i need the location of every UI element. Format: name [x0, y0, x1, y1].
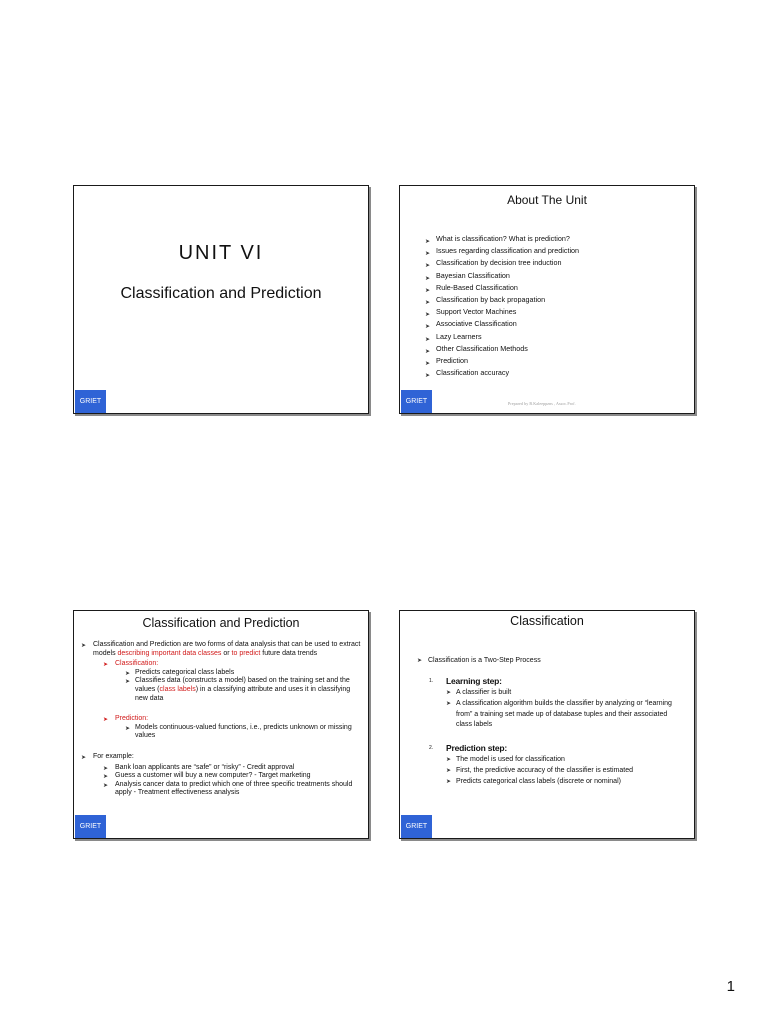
bullet-arrow-icon: ➤ — [425, 251, 431, 258]
example-section — [81, 753, 361, 798]
classification-label: Classification: — [115, 660, 159, 668]
list-item-text: Classification accuracy — [436, 368, 510, 378]
list-item — [425, 367, 685, 379]
intro-text-2: or — [221, 649, 232, 657]
preparer-footer: Prepared by B.Kaleeppzns , Assoc.Prof. — [508, 401, 576, 406]
list-item — [425, 343, 685, 355]
bullet-arrow-icon: ➤ — [103, 717, 109, 724]
bullet-arrow-icon: ➤ — [425, 287, 431, 294]
bullet-arrow-icon: ➤ — [103, 774, 109, 781]
list-item-text: A classification algorithm builds the classifier by analyzing or “learning from” a training set made up of database tuples and their associated class labels — [456, 699, 672, 729]
list-item-text: Analysis cancer data to predict which one of three specific treatments should apply - Treatment effectiveness analysis — [115, 780, 353, 797]
prediction-points — [125, 724, 361, 741]
slide-body — [81, 641, 361, 798]
highlight-text: to predict — [231, 649, 261, 657]
list-item — [425, 270, 685, 282]
list-item-text: Lazy Learners — [436, 331, 482, 341]
list-item — [425, 233, 685, 245]
list-item-text: Other Classification Methods — [436, 343, 528, 353]
list-item-text: Classifies data (constructs a model) based on the training set and the values ( — [135, 677, 350, 693]
bullet-arrow-icon: ➤ — [103, 662, 109, 669]
list-item — [425, 355, 685, 367]
bullet-arrow-icon: ➤ — [425, 300, 431, 307]
slide-title: Classification and Prediction — [142, 616, 300, 630]
list-item — [425, 282, 685, 294]
step-title: Learning step: — [446, 676, 502, 686]
list-item — [425, 245, 685, 257]
classification-definition — [103, 660, 361, 703]
bullet-arrow-icon: ➤ — [446, 778, 452, 785]
list-item — [425, 318, 685, 330]
example-list — [93, 764, 361, 798]
bullet-arrow-icon: ➤ — [103, 765, 109, 772]
bullet-arrow-icon: ➤ — [81, 754, 87, 761]
list-item — [417, 655, 687, 666]
slide-title: About The Unit — [507, 193, 587, 207]
bullet-arrow-icon: ➤ — [425, 239, 431, 245]
list-item-text: Classification by decision tree induction — [436, 258, 562, 268]
bullet-arrow-icon: ➤ — [125, 670, 131, 677]
highlight-text: describing important data classes — [117, 649, 222, 657]
bullet-arrow-icon: ➤ — [425, 324, 431, 331]
step-title: Prediction step: — [446, 743, 508, 753]
step-number: 1. — [429, 678, 434, 684]
slide-title: Classification — [510, 614, 584, 628]
list-item-text: ) in a classifying attribute and uses it in classifying new data — [135, 685, 351, 702]
step-points — [446, 688, 676, 731]
list-item — [446, 688, 676, 699]
slide-classification — [399, 610, 695, 839]
list-item — [446, 699, 676, 731]
list-item — [425, 331, 685, 343]
list-item-text: Classification is a Two-Step Process — [428, 657, 541, 664]
slide-about-unit — [399, 185, 695, 414]
bullet-arrow-icon: ➤ — [446, 767, 452, 774]
list-item — [103, 764, 361, 773]
list-item-text: Rule-Based Classification — [436, 282, 518, 292]
list-item-text: Bayesian Classification — [436, 270, 510, 280]
list-item — [103, 781, 361, 798]
classification-points — [125, 669, 361, 703]
bullet-arrow-icon: ➤ — [103, 782, 109, 789]
bullet-arrow-icon: ➤ — [125, 679, 131, 686]
bullet-arrow-icon: ➤ — [425, 361, 431, 368]
definition-list — [93, 660, 361, 741]
step-number: 2. — [429, 745, 434, 751]
list-item-text: First, the predictive accuracy of the classifier is estimated — [456, 766, 634, 774]
bullet-arrow-icon: ➤ — [425, 373, 431, 380]
list-item-text: A classifier is built — [456, 689, 512, 696]
list-item-text: The model is used for classification — [456, 756, 565, 763]
intro-text-3: future data trends — [260, 649, 318, 657]
bullet-arrow-icon: ➤ — [446, 757, 452, 763]
list-item-text: Issues regarding classification and prediction — [436, 246, 580, 256]
list-item — [125, 669, 361, 678]
bullet-arrow-icon: ➤ — [446, 700, 452, 707]
bullet-arrow-icon: ➤ — [425, 263, 431, 270]
unit-title: UNIT VI — [178, 242, 264, 264]
griet-badge: GRIET — [401, 815, 432, 838]
list-item — [125, 724, 361, 741]
list-item — [446, 755, 676, 766]
slide-title-unit — [73, 185, 369, 414]
bullet-arrow-icon: ➤ — [425, 348, 431, 355]
unit-subtitle: Classification and Prediction — [120, 285, 322, 302]
list-item-text: What is classification? What is prediction? — [436, 234, 570, 243]
list-item-text: Associative Classification — [436, 319, 517, 329]
list-item-text: Models continuous-valued functions, i.e., predicts unknown or missing values — [135, 723, 352, 740]
prediction-label: Prediction: — [115, 715, 149, 723]
intro-text-1: Classification and Prediction are two forms of data analysis that can be used to extract models — [93, 641, 361, 657]
bullet-arrow-icon: ➤ — [425, 275, 431, 282]
list-item-text: Bank loan applicants are “safe” or “risky” - Credit approval — [115, 763, 295, 771]
bullet-arrow-icon: ➤ — [446, 690, 452, 696]
list-item — [446, 777, 676, 788]
bullet-arrow-icon: ➤ — [125, 725, 131, 732]
list-item — [103, 772, 361, 781]
step-points — [446, 755, 676, 787]
highlight-text: class labels — [159, 685, 196, 693]
list-item-text: Predicts categorical class labels (discrete or nominal) — [456, 777, 621, 785]
intro-paragraph — [81, 641, 361, 741]
list-item-text: Prediction — [436, 356, 468, 366]
bullet-arrow-icon: ➤ — [81, 643, 87, 649]
list-item — [125, 677, 361, 703]
griet-badge: GRIET — [75, 815, 106, 838]
griet-badge: GRIET — [75, 390, 106, 413]
bullet-arrow-icon: ➤ — [417, 658, 423, 664]
example-label: For example: — [93, 752, 134, 760]
page-number: 1 — [726, 978, 735, 995]
list-item-text: Predicts categorical class labels — [135, 668, 235, 676]
list-item — [425, 257, 685, 269]
bullet-arrow-icon: ➤ — [425, 336, 431, 343]
topic-list — [425, 233, 685, 379]
prediction-definition — [103, 715, 361, 741]
list-item — [425, 294, 685, 306]
list-item-text: Support Vector Machines — [436, 307, 517, 317]
list-item-text: Guess a customer will buy a new computer? - Target marketing — [115, 772, 311, 780]
list-item — [425, 306, 685, 318]
list-item — [446, 766, 676, 777]
slide-classification-prediction — [73, 610, 369, 839]
list-item-text: Classification by back propagation — [436, 295, 546, 305]
griet-badge: GRIET — [401, 390, 432, 413]
intro-list — [417, 655, 687, 666]
bullet-arrow-icon: ➤ — [425, 312, 431, 319]
